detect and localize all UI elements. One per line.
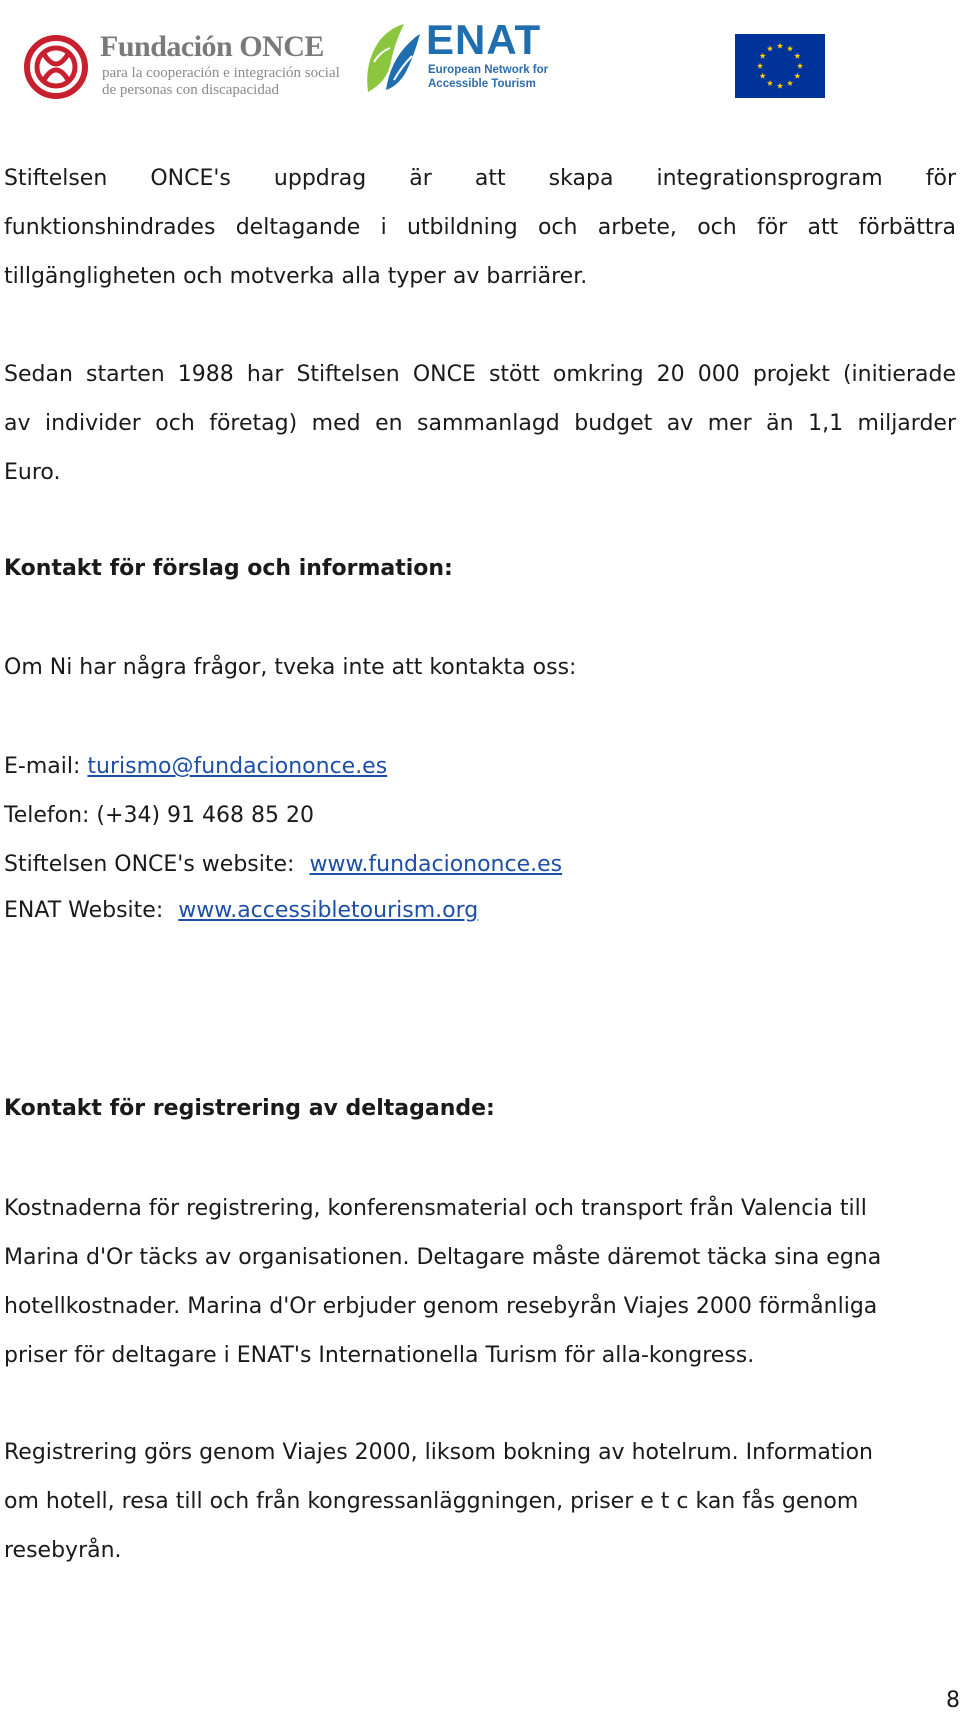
text-line: priser för deltagare i ENAT's Internationella Turism för alla-kongress.	[4, 1343, 755, 1368]
email-link[interactable]: turismo@fundaciononce.es	[87, 754, 388, 779]
page-number: 8	[946, 1688, 960, 1713]
text-line: resebyrån.	[4, 1538, 122, 1563]
paragraph-mission	[4, 154, 956, 301]
contact-intro: Om Ni har några frågor, tveka inte att kontakta oss:	[4, 655, 577, 680]
text-line: tillgängligheten och motverka alla typer av barriärer.	[4, 264, 588, 289]
heading-registration: Kontakt för registrering av deltagande:	[4, 1096, 495, 1121]
enat-website-row	[4, 898, 478, 923]
enat-logo-subtitle: Accessible Tourism	[428, 78, 536, 90]
paragraph-history	[4, 350, 956, 497]
text-line: av individer och företag) med en sammanlagd budget av mer än 1,1 miljarder	[4, 411, 956, 436]
text-line: funktionshindrades deltagande i utbildning och arbete, och för att förbättra	[4, 215, 956, 240]
text-line: Kostnaderna för registrering, konferensmaterial och transport från Valencia till	[4, 1196, 867, 1221]
email-row	[4, 754, 387, 779]
text-line: Marina d'Or täcks av organisationen. Deltagare måste däremot täcka sina egna	[4, 1245, 882, 1270]
heading-contact-info: Kontakt för förslag och information:	[4, 556, 453, 581]
text-line: hotellkostnader. Marina d'Or erbjuder genom resebyrån Viajes 2000 förmånliga	[4, 1294, 878, 1319]
once-website-row	[4, 852, 562, 877]
text-line: Sedan starten 1988 har Stiftelsen ONCE stött omkring 20 000 projekt (initierade	[4, 362, 956, 387]
page-header	[0, 0, 960, 110]
text-line: om hotell, resa till och från kongressanläggningen, priser e t c kan fås genom	[4, 1489, 859, 1514]
eu-flag-icon	[735, 34, 825, 98]
email-label: E-mail:	[4, 754, 88, 779]
phone-row: Telefon: (+34) 91 468 85 20	[4, 803, 314, 828]
once-rings-icon	[22, 34, 96, 100]
once-website-label: Stiftelsen ONCE's website:	[4, 852, 302, 877]
paragraph-registration-process	[4, 1428, 956, 1575]
once-website-link[interactable]: www.fundaciononce.es	[309, 852, 563, 877]
text-line: Euro.	[4, 460, 61, 485]
enat-website-link[interactable]: www.accessibletourism.org	[178, 898, 479, 923]
enat-website-label: ENAT Website:	[4, 898, 171, 923]
once-logo-tagline: de personas con discapacidad	[102, 82, 280, 98]
text-line: Stiftelsen ONCE's uppdrag är att skapa integrationsprogram för	[4, 166, 956, 191]
fundacion-once-logo	[22, 30, 340, 102]
once-logo-tagline: para la cooperación e integración social	[102, 65, 340, 81]
once-logo-name: Fundación ONCE	[100, 30, 324, 63]
enat-logo-subtitle: European Network for	[428, 64, 549, 76]
paragraph-registration-costs	[4, 1184, 956, 1380]
enat-leaf-icon	[360, 22, 422, 96]
text-line: Registrering görs genom Viajes 2000, liksom bokning av hotelrum. Information	[4, 1440, 873, 1465]
enat-logo-name: ENAT	[426, 16, 542, 63]
enat-logo	[360, 18, 560, 102]
